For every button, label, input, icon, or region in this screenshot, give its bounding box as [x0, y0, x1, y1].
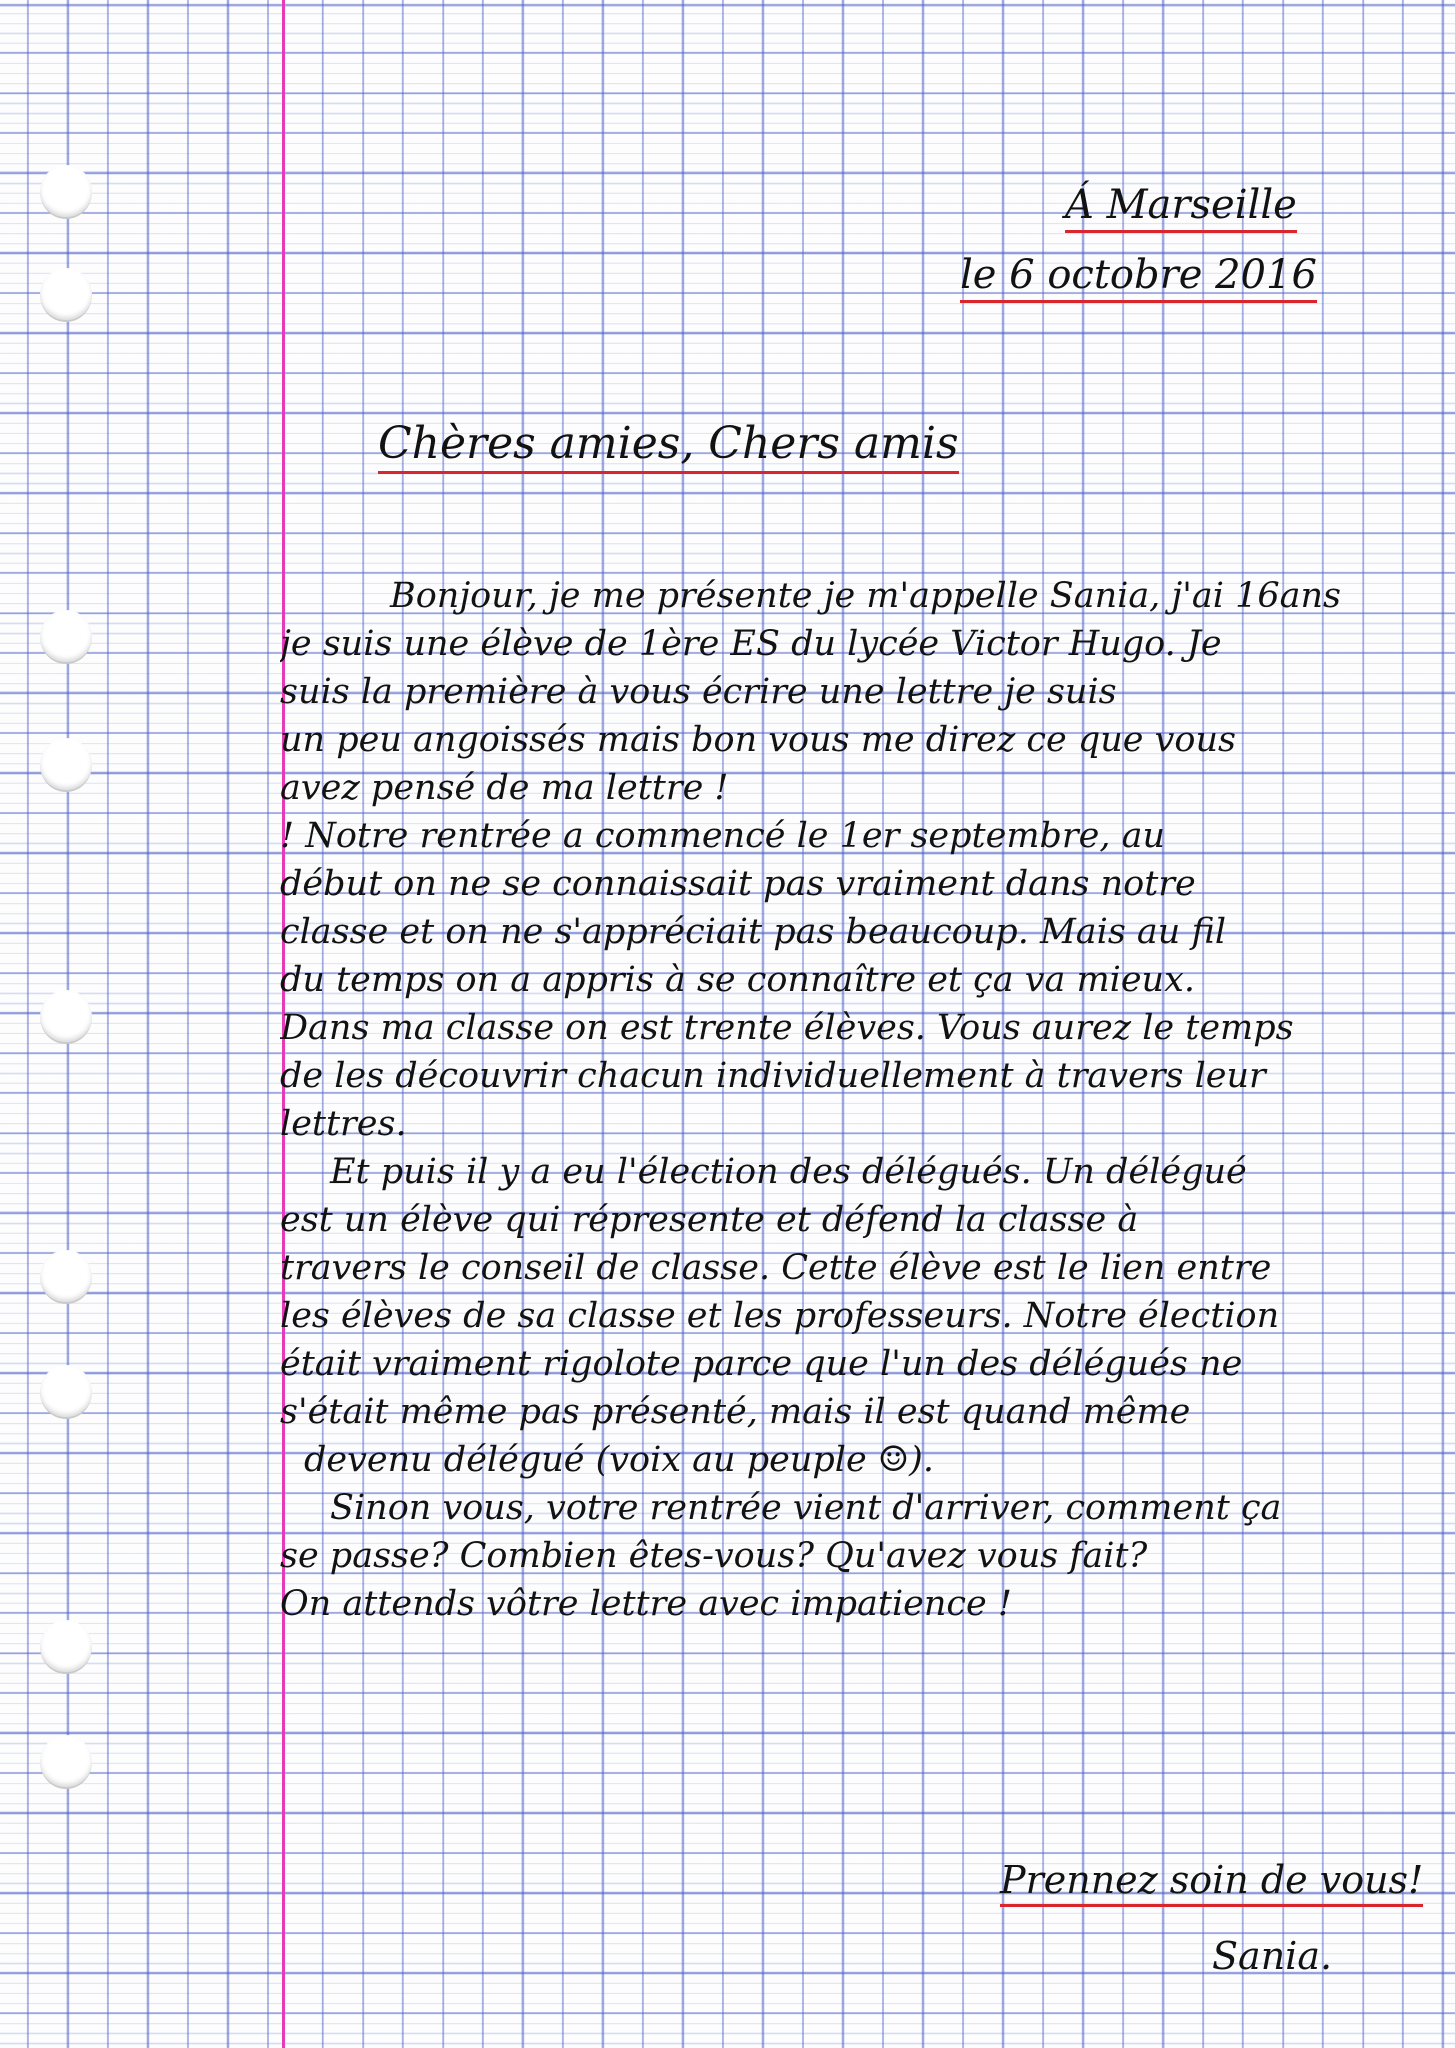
letter-line: s'était même pas présenté, mais il est quand même [280, 1392, 1191, 1432]
letter-line: début on ne se connaissait pas vraiment dans notre [280, 864, 1196, 904]
letter-line: suis la première à vous écrire une lettre je suis [280, 672, 1117, 712]
letter-line: travers le conseil de classe. Cette élève est le lien entre [280, 1248, 1272, 1288]
binder-hole [40, 165, 92, 219]
binder-hole [40, 268, 92, 322]
letter-body [280, 572, 1430, 1628]
letter-line: avez pensé de ma lettre ! [280, 768, 729, 808]
letter-line: de les découvrir chacun individuellement à travers leur [280, 1056, 1266, 1096]
binder-hole [40, 1620, 92, 1674]
letter-line: devenu délégué (voix au peuple ☺). [304, 1440, 934, 1480]
binder-hole [40, 1735, 92, 1789]
letter-line: est un élève qui répresente et défend la classe à [280, 1200, 1139, 1240]
letter-line: lettres. [280, 1104, 407, 1144]
letter-closing: Prennez soin de vous! [1000, 1858, 1423, 1907]
letter-line: On attends vôtre lettre avec impatience ! [280, 1584, 1012, 1624]
letter-line: du temps on a appris à se connaître et ça va mieux. [280, 960, 1195, 1000]
letter-line: était vraiment rigolote parce que l'un des délégués ne [280, 1344, 1243, 1384]
binder-hole [40, 610, 92, 664]
letter-line: Sinon vous, votre rentrée vient d'arriver, comment ça [330, 1488, 1282, 1528]
letter-line: Et puis il y a eu l'élection des délégués. Un délégué [330, 1152, 1247, 1192]
binder-hole [40, 990, 92, 1044]
binder-hole [40, 738, 92, 792]
letter-line: je suis une élève de 1ère ES du lycée Victor Hugo. Je [280, 624, 1222, 664]
letter-date: le 6 octobre 2016 [960, 252, 1317, 303]
letter-line: Bonjour, je me présente je m'appelle Sania, j'ai 16ans [390, 576, 1341, 616]
binder-hole [40, 1365, 92, 1419]
letter-place: Á Marseille [1065, 182, 1297, 233]
letter-line: Dans ma classe on est trente élèves. Vous aurez le temps [280, 1008, 1294, 1048]
letter-line: ! Notre rentrée a commencé le 1er septembre, au [280, 816, 1166, 856]
binder-hole [40, 1250, 92, 1304]
letter-line: classe et on ne s'appréciait pas beaucoup. Mais au fil [280, 912, 1227, 952]
letter-line: les élèves de sa classe et les professeurs. Notre élection [280, 1296, 1280, 1336]
letter-signature: Sania. [1212, 1934, 1333, 1978]
letter-line: un peu angoissés mais bon vous me direz ce que vous [280, 720, 1236, 760]
letter-line: se passe? Combien êtes-vous? Qu'avez vous fait? [280, 1536, 1148, 1576]
letter-salutation: Chères amies, Chers amis [378, 418, 959, 474]
